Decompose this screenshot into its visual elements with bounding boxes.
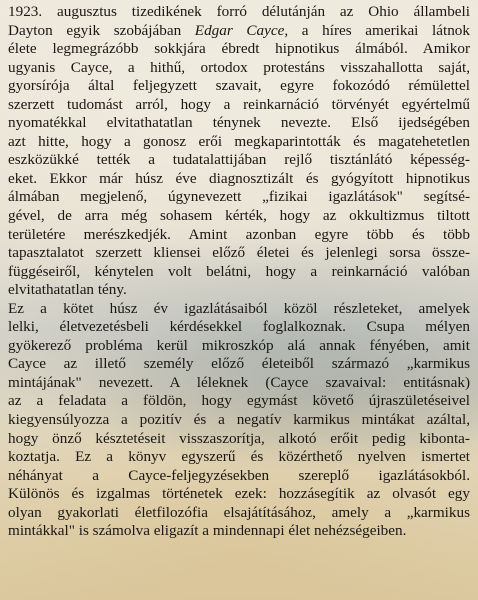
text-line: eket. Ekkor már húsz éve diagnosztizált és gyógyított hipnotikus [8, 169, 470, 187]
text-line: élete legmegrázóbb sokkjára ébredt hipnotikus álmából. Amikor [8, 40, 470, 58]
text-line: gével, de arra még sohasem kérték, hogy az okkultizmus tiltott [8, 207, 470, 225]
text-line: olyan gyakorlati életfilozófia elsajátításához, amely a „karmikus [8, 503, 470, 521]
cover-text [8, 3, 470, 541]
paragraph [8, 300, 470, 541]
text-line: területére merészkedjék. Amint azonban egyre több és több [8, 225, 470, 243]
text-line: azt hitte, hogy a gonosz erői megkaparintották és magatehetetlen [8, 132, 470, 150]
text-line: koztatja. Ez a könyv egyszerű és közérthető nyelven ismertet [8, 448, 470, 466]
text-line: gyorsírója által feljegyzett szavait, egyre fokozódó rémülettel [8, 77, 470, 95]
text-line: eszközükké tették a tudatalattijában rejlő tisztánlátó képesség- [8, 151, 470, 169]
text-line: függéseiről, kénytelen volt belátni, hogy a reinkarnáció valóban [8, 262, 470, 280]
text-line: szerzett tudomást arról, hogy a reinkarnáció törvényét egyértelmű [8, 95, 470, 113]
text-line: néhányat a Cayce-feljegyzésekben szereplő igazlátásokból. [8, 466, 470, 484]
text-line: Dayton egyik szobájában Edgar Cayce, a híres amerikai látnok [8, 21, 470, 39]
text-line: 1923. augusztus tizedikének forró délutánján az Ohio állambeli [8, 3, 470, 20]
text-line: az a feladata a földön, hogy egymást követő újraszületéseivel [8, 392, 470, 410]
text-line: Ez a kötet húsz év igazlátásaiból közöl részleteket, amelyek [8, 299, 470, 317]
text-line: gyökerező probléma kerül mikroszkóp alá annak fényében, amit [8, 336, 470, 354]
text-line: hogy önző késztetéseit visszaszorítja, alkotó erőit pedig kibonta- [8, 429, 470, 447]
text-line: Cayce az illető személy előző életeiből származó „karmikus [8, 355, 470, 373]
paragraph [8, 3, 470, 300]
text-line: álmában megjelenő, úgynevezett „fizikai igazlátások" segítsé- [8, 188, 470, 206]
text-line: ugyanis Cayce, a hithű, ortodox protestáns visszahallotta saját, [8, 58, 470, 76]
text-line: mintákkal" is számolva eligazít a mindennapi élet nehézségeiben. [8, 522, 407, 540]
text-line: nyomatékkal elvitathatatlan ténynek nevezte. Első ijedségében [8, 114, 470, 132]
text-line: lelki, életvezetésbeli kérdésekkel foglalkoznak. Csupa mélyen [8, 318, 470, 336]
person-name: Edgar Cayce [194, 21, 285, 39]
text-line: Különös és izgalmas történetek ezek: hozzásegítik az olvasót egy [8, 485, 470, 503]
text-line: kiegyensúlyozza a pozitív és a negatív karmikus mintákat azáltal, [8, 411, 470, 429]
text-line: mintájának" nevezett. A léleknek (Cayce szavaival: entitásnak) [8, 373, 470, 391]
text-line: elvitathatatlan tény. [8, 281, 127, 299]
text-line: tapasztalatot szerzett kliensei előző életei és jelenlegi sorsa össze- [8, 244, 470, 262]
